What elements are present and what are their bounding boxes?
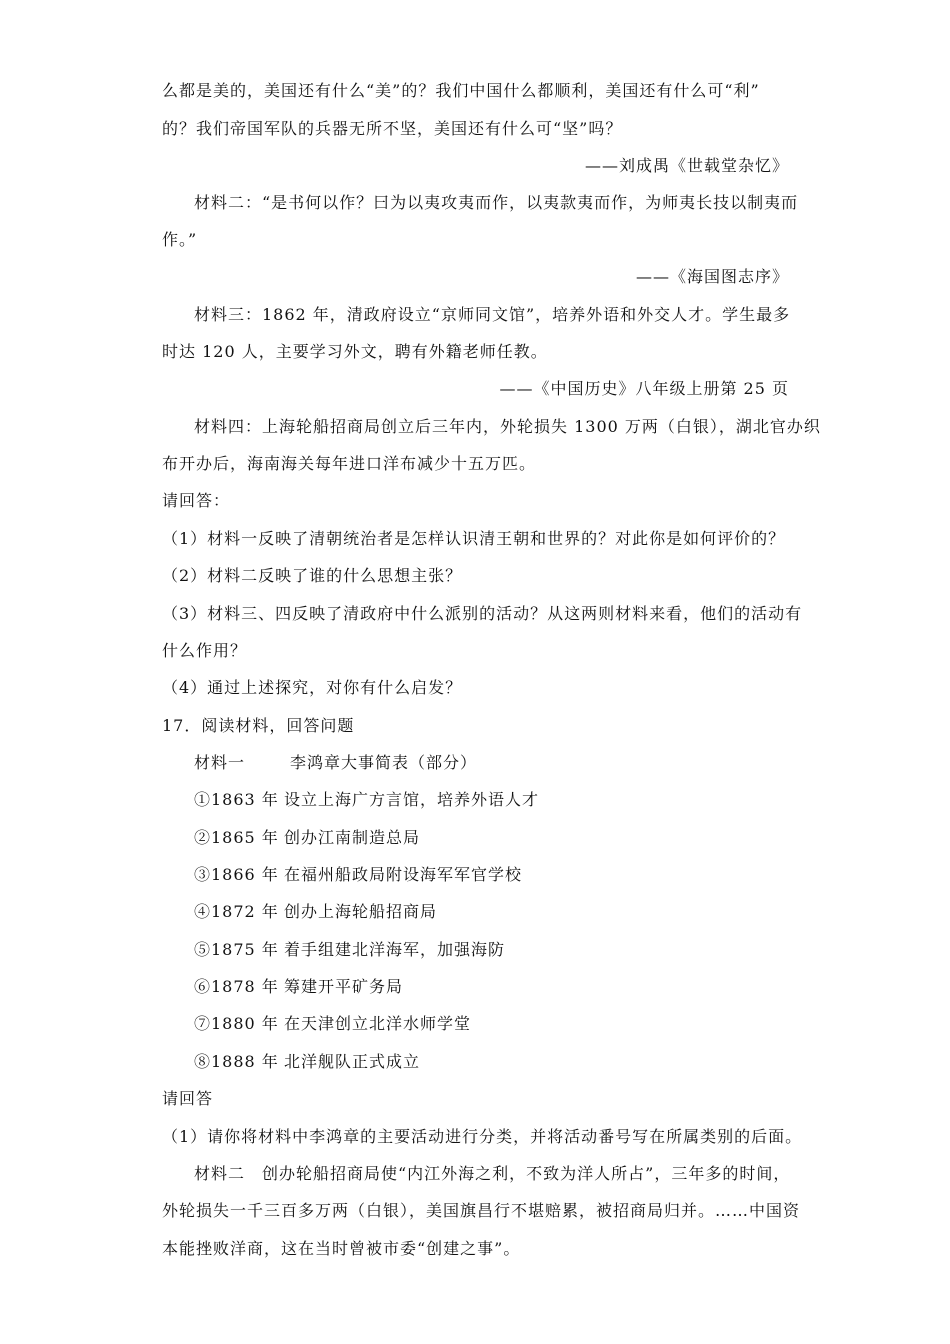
event-date: ④1872 年 [194,902,279,921]
timeline-row [194,1051,420,1073]
material-three-text: 材料三：1862 年，清政府设立“京师同文馆”，培养外语和外交人才。学生最多 [194,305,791,324]
event-date: ⑥1878 年 [194,977,279,996]
source-citation: ——《海国图志序》 [635,267,789,286]
event-date: ⑤1875 年 [194,940,279,959]
event-date: ②1865 年 [194,828,279,847]
material-17-two-text: 外轮损失一千三百多万两（白银），美国旗昌行不堪赔累，被招商局归并。……中国资 [162,1201,801,1220]
event-text: 在天津创立北洋水师学堂 [284,1014,472,1033]
question-2: （2）材料二反映了谁的什么思想主张？ [162,566,463,585]
timeline-row [194,939,505,961]
material-two-text: 作。” [162,230,198,249]
event-text: 创办江南制造总局 [284,828,421,847]
material-one-text: 的？我们帝国军队的兵器无所不坚，美国还有什么可“坚”吗？ [162,119,623,138]
timeline-row [194,864,522,886]
event-text: 在福州船政局附设海军军官学校 [284,865,523,884]
question-3: （3）材料三、四反映了清政府中什么派别的活动？从这两则材料来看，他们的活动有 [162,604,803,623]
timeline-row [194,901,437,923]
event-text: 北洋舰队正式成立 [284,1052,421,1071]
material-three-text: 时达 120 人，主要学习外文，聘有外籍老师任教。 [162,342,548,361]
timeline-row [194,1013,471,1035]
timeline-row [194,827,420,849]
question-17-heading: 17．阅读材料，回答问题 [162,716,355,735]
timeline-row [194,976,403,998]
event-date: ⑧1888 年 [194,1052,279,1071]
source-citation: ——刘成禺《世载堂杂忆》 [584,156,789,175]
event-text: 设立上海广方言馆，培养外语人才 [284,790,540,809]
event-date: ①1863 年 [194,790,279,809]
event-text: 着手组建北洋海军，加强海防 [284,940,506,959]
question-4: （4）通过上述探究，对你有什么启发？ [162,678,463,697]
timeline-title [194,752,477,774]
event-date: ⑦1880 年 [194,1014,279,1033]
question-3: 什么作用？ [162,641,248,660]
material-17-two-text: 本能挫败洋商，这在当时曾被市委“创建之事”。 [162,1239,521,1258]
answer-prompt: 请回答 [162,1089,214,1108]
material-four-text: 材料四：上海轮船招商局创立后三年内，外轮损失 1300 万两（白银），湖北官办织 [194,417,821,436]
event-date: ③1866 年 [194,865,279,884]
material-four-text: 布开办后，海南海关每年进口洋布减少十五万匹。 [162,454,537,473]
material-17-two-text: 材料二 创办轮船招商局使“内江外海之利，不致为洋人所占”，三年多的时间， [194,1164,791,1183]
material-one-text: 么都是美的，美国还有什么“美”的？我们中国什么都顺利，美国还有什么可“利” [162,81,760,100]
timeline-label: 材料一 [194,753,246,772]
question-1: （1）材料一反映了清朝统治者是怎样认识清王朝和世界的？对此你是如何评价的？ [162,529,786,548]
source-citation: ——《中国历史》八年级上册第 25 页 [499,379,789,398]
event-text: 筹建开平矿务局 [284,977,404,996]
event-text: 创办上海轮船招商局 [284,902,438,921]
answer-prompt: 请回答： [162,491,231,510]
timeline-caption: 李鸿章大事简表（部分） [290,753,478,772]
material-two-text: 材料二：“是书何以作？曰为以夷攻夷而作，以夷款夷而作，为师夷长技以制夷而 [194,193,799,212]
timeline-row [194,789,539,811]
question-17-1: （1）请你将材料中李鸿章的主要活动进行分类，并将活动番号写在所属类别的后面。 [162,1127,803,1146]
